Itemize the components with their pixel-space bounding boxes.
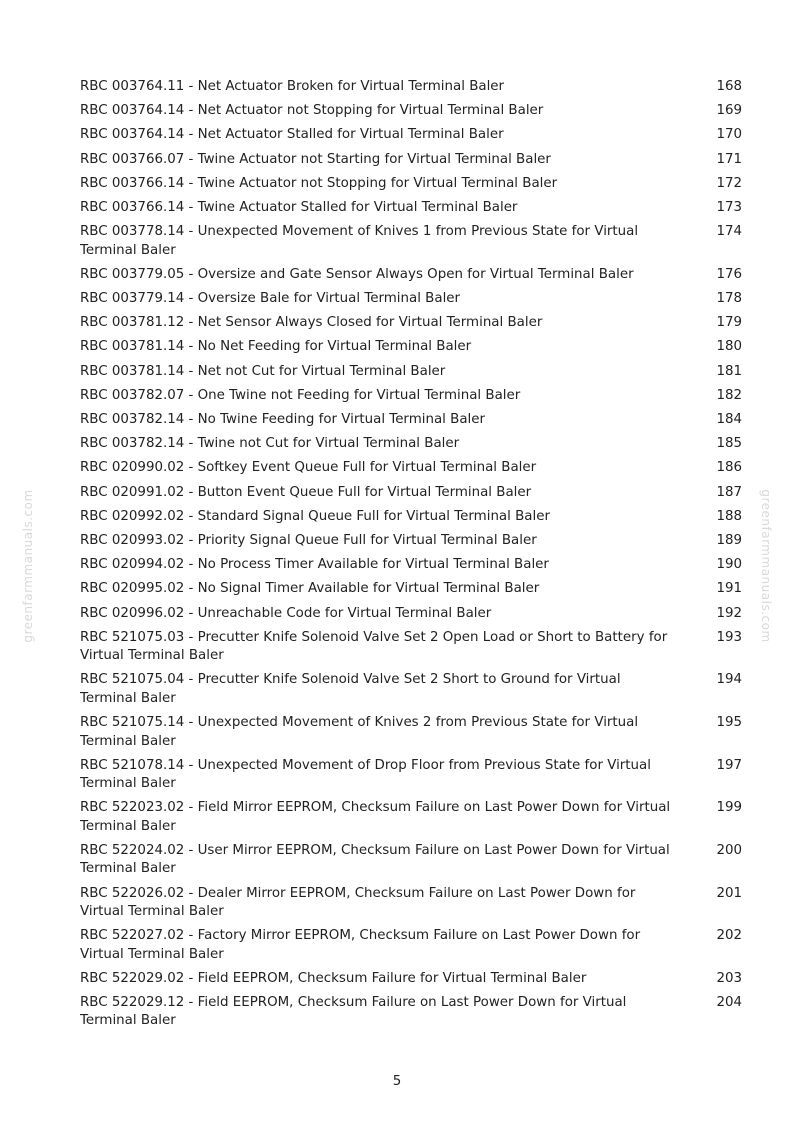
toc-entry-title: RBC 522026.02 - Dealer Mirror EEPROM, Checksum Failure on Last Power Down for Virtual Terminal Baler <box>80 885 636 919</box>
toc-entry[interactable] <box>80 266 742 284</box>
toc-entry-title: RBC 003766.14 - Twine Actuator not Stopping for Virtual Terminal Baler <box>80 175 558 191</box>
toc-entry-page: 193 <box>716 629 742 645</box>
toc-entry-title: RBC 020996.02 - Unreachable Code for Virtual Terminal Baler <box>80 605 492 621</box>
toc-entry-title: RBC 003781.14 - Net not Cut for Virtual Terminal Baler <box>80 363 446 379</box>
toc-entry[interactable] <box>80 102 742 120</box>
toc-entry-title: RBC 522024.02 - User Mirror EEPROM, Checksum Failure on Last Power Down for Virtual Terminal Baler <box>80 842 670 877</box>
toc-entry-title: RBC 003781.12 - Net Sensor Always Closed for Virtual Terminal Baler <box>80 315 543 331</box>
toc-entry[interactable] <box>80 757 742 794</box>
toc-entry[interactable] <box>80 580 742 598</box>
toc-entry-page: 197 <box>716 757 742 773</box>
toc-entry-title: RBC 522029.12 - Field EEPROM, Checksum Failure on Last Power Down for Virtual Terminal Baler <box>80 994 627 1029</box>
toc-entry-page: 172 <box>716 175 742 191</box>
toc-entry[interactable] <box>80 126 742 144</box>
toc-entry-title: RBC 003766.14 - Twine Actuator Stalled for Virtual Terminal Baler <box>80 200 518 216</box>
toc-entry-title: RBC 003779.05 - Oversize and Gate Sensor Always Open for Virtual Terminal Baler <box>80 266 634 282</box>
toc-entry[interactable] <box>80 714 742 751</box>
toc-entry[interactable] <box>80 885 742 922</box>
toc-entry[interactable] <box>80 927 742 964</box>
toc-entry[interactable] <box>80 151 742 169</box>
toc-entry-page: 186 <box>716 460 742 476</box>
toc-entry-page: 185 <box>716 436 742 452</box>
toc-entry-title: RBC 003782.14 - No Twine Feeding for Virtual Terminal Baler <box>80 412 485 428</box>
toc-entry-title: RBC 003778.14 - Unexpected Movement of Knives 1 from Previous State for Virtual Terminal Baler <box>80 224 639 258</box>
toc-entry-page: 203 <box>716 970 742 986</box>
toc-entry-page: 192 <box>716 605 742 621</box>
toc-entry-page: 202 <box>716 928 742 944</box>
toc-entry[interactable] <box>80 459 742 477</box>
toc-entry[interactable] <box>80 799 742 836</box>
toc-entry[interactable] <box>80 314 742 332</box>
toc-entry[interactable] <box>80 508 742 526</box>
toc-entry-title: RBC 522023.02 - Field Mirror EEPROM, Checksum Failure on Last Power Down for Virtual Terminal Baler <box>80 800 671 834</box>
toc-entry-title: RBC 521075.04 - Precutter Knife Solenoid Valve Set 2 Short to Ground for Virtual Terminal Baler <box>80 672 621 706</box>
toc-entry-title: RBC 020993.02 - Priority Signal Queue Full for Virtual Terminal Baler <box>80 533 537 549</box>
toc-entry-title: RBC 003764.11 - Net Actuator Broken for Virtual Terminal Baler <box>80 79 505 94</box>
toc-entry-title: RBC 003764.14 - Net Actuator Stalled for Virtual Terminal Baler <box>80 127 504 143</box>
toc-entry-page: 176 <box>716 266 742 282</box>
toc-entry[interactable] <box>80 605 742 623</box>
toc-entry-page: 188 <box>716 508 742 524</box>
toc-entry[interactable] <box>80 199 742 217</box>
toc-entry-title: RBC 003766.07 - Twine Actuator not Starting for Virtual Terminal Baler <box>80 151 551 167</box>
toc-entry-page: 173 <box>716 200 742 216</box>
toc-entry-page: 170 <box>716 127 742 143</box>
toc-entry-page: 190 <box>716 557 742 573</box>
toc-entry-page: 201 <box>716 885 742 901</box>
toc-entry-title: RBC 521075.03 - Precutter Knife Solenoid Valve Set 2 Open Load or Short to Battery for Virtual Terminal Baler <box>80 629 668 664</box>
toc-entry-title: RBC 521075.14 - Unexpected Movement of Knives 2 from Previous State for Virtual Terminal Baler <box>80 715 639 749</box>
toc-entry-page: 204 <box>716 994 742 1010</box>
toc-entry-title: RBC 522029.02 - Field EEPROM, Checksum Failure for Virtual Terminal Baler <box>80 970 587 986</box>
toc-entry-page: 184 <box>716 412 742 428</box>
toc-entry[interactable] <box>80 411 742 429</box>
toc-entry-title: RBC 020990.02 - Softkey Event Queue Full for Virtual Terminal Baler <box>80 460 537 476</box>
toc-entry[interactable] <box>80 435 742 453</box>
toc-entry[interactable] <box>80 78 742 96</box>
toc-entry[interactable] <box>80 532 742 550</box>
toc-entry-title: RBC 003782.14 - Twine not Cut for Virtual Terminal Baler <box>80 436 460 452</box>
toc-entry-title: RBC 003779.14 - Oversize Bale for Virtual Terminal Baler <box>80 291 461 307</box>
toc-entry-title: RBC 521078.14 - Unexpected Movement of Drop Floor from Previous State for Virtual Terminal Baler <box>80 757 651 792</box>
toc-entry-page: 191 <box>716 581 742 597</box>
toc-entry-page: 180 <box>716 339 742 355</box>
watermark-left: greenfarmmanuals.com <box>21 489 35 643</box>
toc-entry-title: RBC 020994.02 - No Process Timer Available for Virtual Terminal Baler <box>80 557 549 573</box>
toc-entry-page: 199 <box>716 800 742 816</box>
toc-entry[interactable] <box>80 671 742 708</box>
watermark-right: greenfarmmanuals.com <box>759 489 773 643</box>
toc-entry-title: RBC 020992.02 - Standard Signal Queue Full for Virtual Terminal Baler <box>80 508 550 524</box>
toc-entry-page: 194 <box>716 672 742 688</box>
toc-entry-page: 195 <box>716 715 742 731</box>
toc-entry[interactable] <box>80 484 742 502</box>
toc-entry[interactable] <box>80 363 742 381</box>
toc-entry[interactable] <box>80 842 742 879</box>
toc-entry-title: RBC 522027.02 - Factory Mirror EEPROM, Checksum Failure on Last Power Down for Virtual Terminal Baler <box>80 928 641 962</box>
toc-entry[interactable] <box>80 970 742 988</box>
toc-entry-page: 178 <box>716 291 742 307</box>
toc-entry-page: 169 <box>716 103 742 119</box>
toc-entry-title: RBC 003781.14 - No Net Feeding for Virtual Terminal Baler <box>80 339 472 355</box>
toc-entry-title: RBC 003764.14 - Net Actuator not Stopping for Virtual Terminal Baler <box>80 103 544 119</box>
toc-entry[interactable] <box>80 556 742 574</box>
toc-entry[interactable] <box>80 338 742 356</box>
toc-entry-page: 189 <box>716 533 742 549</box>
table-of-contents <box>80 78 742 1037</box>
toc-entry-title: RBC 020991.02 - Button Event Queue Full for Virtual Terminal Baler <box>80 484 532 500</box>
toc-entry-page: 200 <box>716 842 742 858</box>
toc-entry-page: 187 <box>716 484 742 500</box>
page-number: 5 <box>392 1074 402 1089</box>
toc-entry[interactable] <box>80 387 742 405</box>
toc-entry[interactable] <box>80 175 742 193</box>
toc-entry[interactable] <box>80 290 742 308</box>
toc-entry[interactable] <box>80 223 742 260</box>
toc-entry-title: RBC 003782.07 - One Twine not Feeding for Virtual Terminal Baler <box>80 387 521 403</box>
toc-entry-page: 181 <box>716 363 742 379</box>
toc-entry[interactable] <box>80 994 742 1031</box>
toc-entry-page: 182 <box>716 387 742 403</box>
toc-entry-title: RBC 020995.02 - No Signal Timer Available for Virtual Terminal Baler <box>80 581 540 597</box>
toc-entry-page: 174 <box>716 224 742 240</box>
toc-entry[interactable] <box>80 629 742 666</box>
toc-entry-page: 171 <box>716 151 742 167</box>
toc-entry-page: 168 <box>716 79 742 94</box>
toc-entry-page: 179 <box>716 315 742 331</box>
